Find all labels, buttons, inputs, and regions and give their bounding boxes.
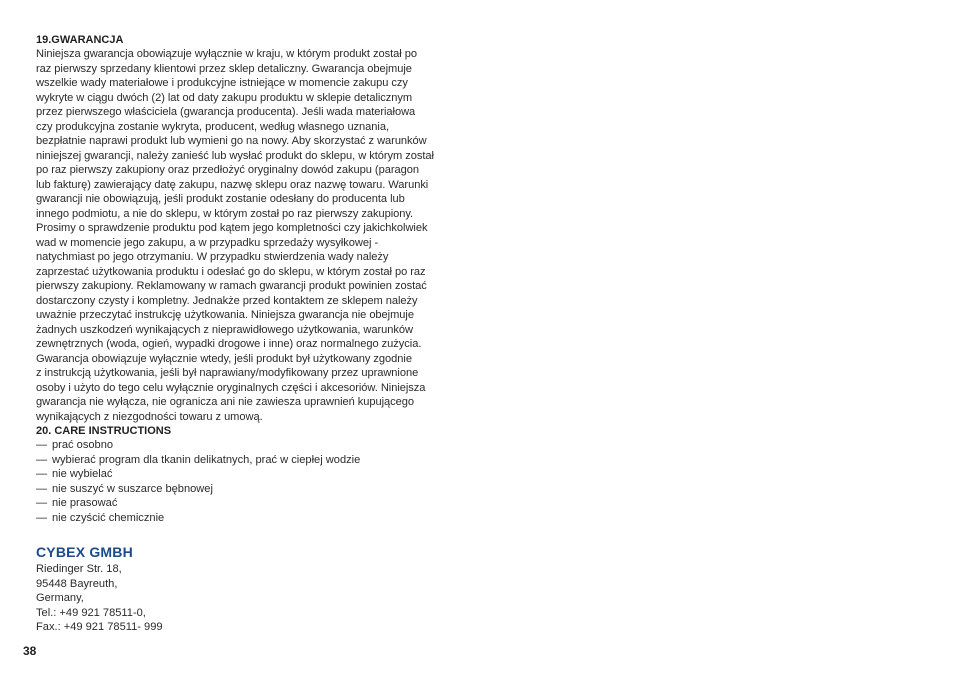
warranty-line: raz pierwszy sprzedany klientowi przez sklep detaliczny. Gwarancja obejmuje <box>36 62 412 75</box>
warranty-line: Prosimy o sprawdzenie produktu pod kątem jego kompletności czy jakichkolwiek <box>36 222 428 234</box>
warranty-line: po raz pierwszy zakupiony oraz przedłożyć oryginalny dowód zakupu (paragon <box>36 164 419 176</box>
warranty-line: gwarancja nie wyłącza, nie ogranicza ani nie zawiesza uprawnień kupującego <box>36 396 415 408</box>
warranty-line: lub fakturę) zawierający datę zakupu, nazwę sklepu oraz nazwę towaru. Warunki <box>36 178 429 191</box>
warranty-line: wykryte w ciągu dwóch (2) lat od daty zakupu produktu w sklepie detalicznym <box>36 91 413 104</box>
warranty-text <box>36 47 466 424</box>
dash-bullet: — <box>36 511 48 524</box>
dash-bullet: — <box>36 497 48 509</box>
care-heading: 20. CARE INSTRUCTIONS <box>36 425 172 437</box>
company-address <box>36 562 163 635</box>
list-item <box>36 511 466 526</box>
page-number: 38 <box>23 644 37 658</box>
warranty-line: gwarancji nie obowiązują, jeśli produkt zostanie odesłany do producenta lub <box>36 193 405 205</box>
warranty-line: z instrukcją użytkowania, jeśli był naprawiany/modyfikowany przez uprawnione <box>36 367 419 379</box>
dash-bullet: — <box>36 453 48 466</box>
address-line: Germany, <box>36 592 84 604</box>
list-item <box>36 467 466 482</box>
main-column <box>36 33 466 525</box>
warranty-line: przez pierwszego właściciela (gwarancja producenta). Jeśli wada materiałowa <box>36 106 416 118</box>
warranty-line: pierwszy zakupiony. Reklamowany w ramach gwarancji produkt powinien zostać <box>36 280 427 292</box>
warranty-line: niniejszej gwarancji, należy zanieść lub wysłać produkt do sklepu, w którym został <box>36 149 434 162</box>
warranty-line: osoby i użyto do tego celu wyłącznie oryginalnych części i akcesoriów. Niniejsza <box>36 381 426 394</box>
care-item-text: wybierać program dla tkanin delikatnych, prać w ciepłej wodzie <box>52 453 361 466</box>
care-item-text: nie wybielać <box>52 468 113 480</box>
warranty-line: natychmiast po jego otrzymaniu. W przypadku stwierdzenia wady należy <box>36 251 389 263</box>
warranty-line: dostarczony czysty i kompletny. Jednakże przed kontaktem ze sklepem należy <box>36 294 418 307</box>
warranty-line: uważnie przeczytać instrukcję użytkowania. Niniejsza gwarancja nie obejmuje <box>36 309 414 321</box>
address-line: Riedinger Str. 18, <box>36 563 122 575</box>
list-item <box>36 496 466 511</box>
dash-bullet: — <box>36 468 48 480</box>
care-item-text: nie suszyć w suszarce bębnowej <box>52 482 213 495</box>
warranty-line: Gwarancja obowiązuje wyłącznie wtedy, jeśli produkt był użytkowany zgodnie <box>36 352 412 365</box>
address-line: Tel.: +49 921 78511-0, <box>36 606 146 619</box>
dash-bullet: — <box>36 439 48 451</box>
company-name: CYBEX GMBH <box>36 544 133 560</box>
warranty-line: wad w momencie jego zakupu, a w przypadku sprzedaży wysyłkowej - <box>36 236 379 249</box>
warranty-line: wynikających z niezgodności towaru z umową. <box>36 410 263 423</box>
warranty-line: żadnych uszkodzeń wynikających z nieprawidłowego użytkowania, warunków <box>36 323 413 336</box>
warranty-heading: 19.GWARANCJA <box>36 34 124 46</box>
address-line: Fax.: +49 921 78511- 999 <box>36 621 163 633</box>
care-list <box>36 438 466 525</box>
address-line: 95448 Bayreuth, <box>36 577 118 590</box>
care-item-text: prać osobno <box>52 439 114 451</box>
warranty-line: bezpłatnie naprawi produkt lub wymieni go na nowy. Aby skorzystać z warunków <box>36 135 427 147</box>
list-item <box>36 438 466 453</box>
list-item <box>36 482 466 497</box>
warranty-line: Niniejsza gwarancja obowiązuje wyłącznie w kraju, w którym produkt został po <box>36 48 417 60</box>
care-item-text: nie prasować <box>52 497 118 509</box>
list-item <box>36 453 466 468</box>
warranty-line: zaprzestać użytkowania produktu i odesłać go do sklepu, w którym został po raz <box>36 265 426 278</box>
warranty-line: wszelkie wady materiałowe i produkcyjne istniejące w momencie zakupu czy <box>36 77 408 89</box>
dash-bullet: — <box>36 482 48 495</box>
warranty-line: innego podmiotu, a nie do sklepu, w którym został po raz pierwszy zakupiony. <box>36 207 414 220</box>
care-item-text: nie czyścić chemicznie <box>52 511 165 524</box>
warranty-line: czy produkcyjna zostanie wykryta, producent, według własnego uznania, <box>36 120 389 133</box>
warranty-line: zewnętrznych (woda, ogień, wypadki drogowe i inne) oraz normalnego zużycia. <box>36 338 422 350</box>
